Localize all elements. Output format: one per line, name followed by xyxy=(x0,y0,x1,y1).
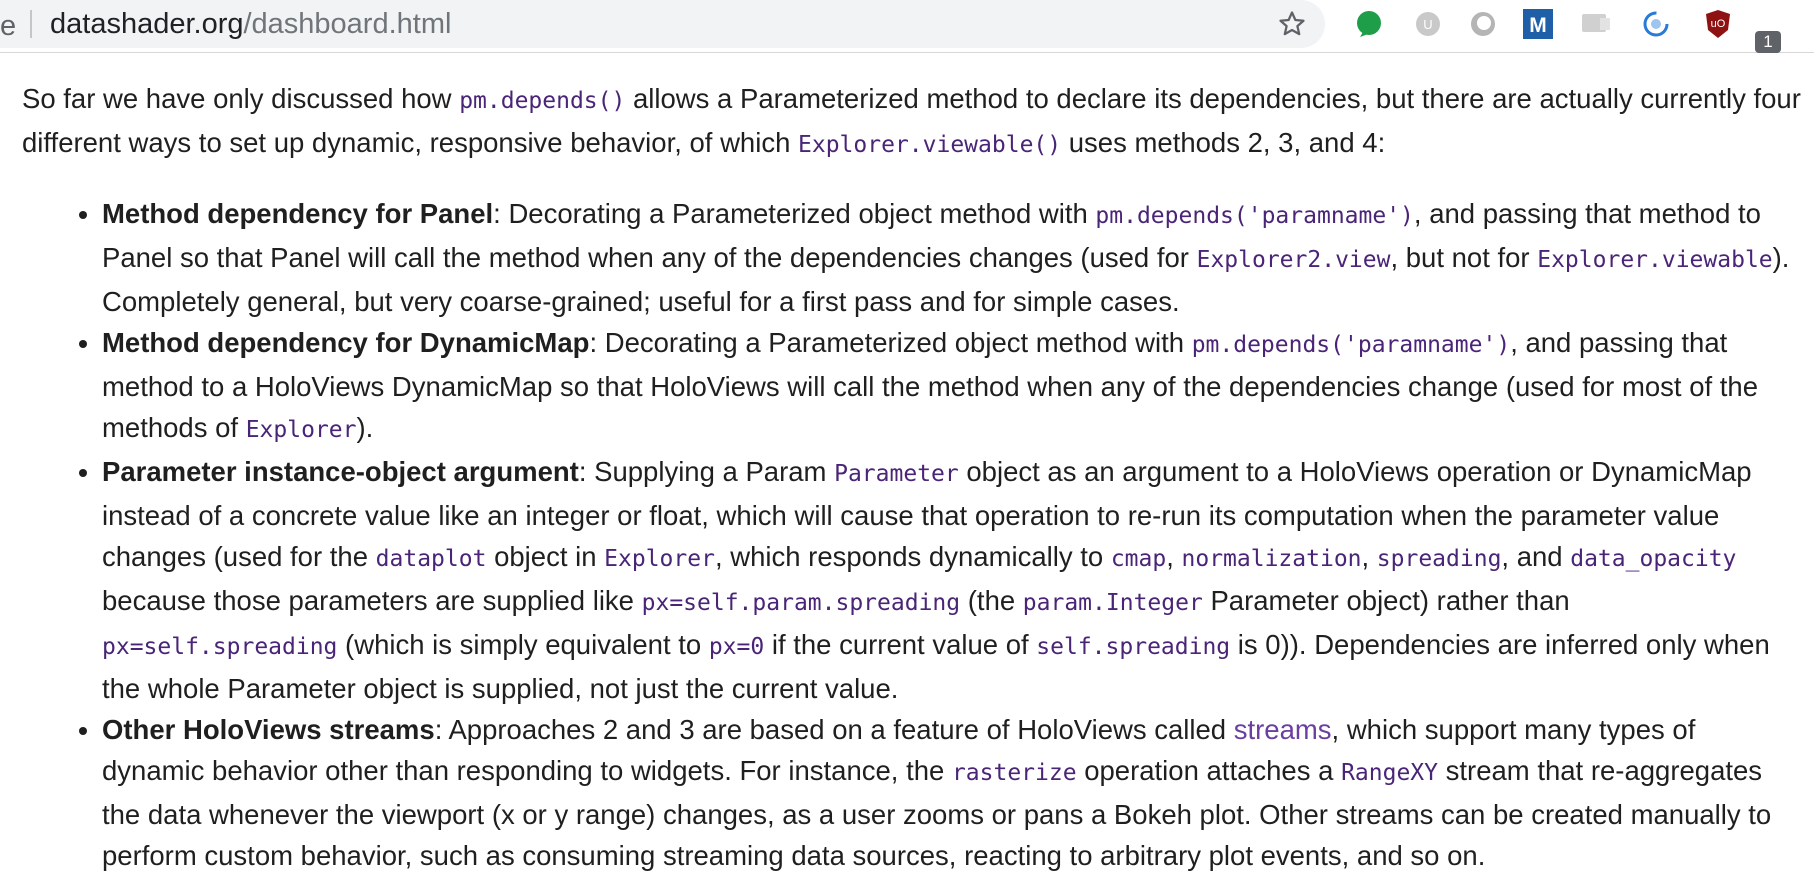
item-text: , which responds dynamically to xyxy=(714,541,1111,572)
item-text: , but not for xyxy=(1390,242,1538,273)
intro-text: allows a Parameterized method to declare its dependencies, but there are actually currently four different ways to set up dynamic, responsive behavior, of which xyxy=(22,83,1801,158)
inline-code: spreading xyxy=(1376,546,1502,572)
inline-code: Explorer2.view xyxy=(1196,247,1391,273)
item-text: object in xyxy=(486,541,605,572)
inline-code: rasterize xyxy=(951,760,1077,786)
item-text: : Supplying a Param xyxy=(578,456,835,487)
streams-link[interactable]: streams xyxy=(1233,714,1332,745)
item-title: Method dependency for Panel xyxy=(102,198,494,229)
item-text: (which is simply equivalent to xyxy=(337,629,709,660)
item-text: object as an argument to a HoloViews operation or DynamicMap instead of a concrete value like an integer or float, which will cause that operation to re-run its computation when the parameter value changes (used for the xyxy=(102,456,1752,572)
inline-code: Explorer xyxy=(604,546,715,572)
inline-code: normalization xyxy=(1181,546,1362,572)
item-text: , and passing that method to a HoloViews DynamicMap so that HoloViews will call the method when any of the dependencies change (used for most of the methods of xyxy=(102,327,1759,443)
blue-refresh-icon[interactable] xyxy=(1638,6,1674,42)
url-path: /dashboard.html xyxy=(243,8,452,40)
inline-code: dataplot xyxy=(375,546,487,572)
svg-text:uO: uO xyxy=(1710,18,1726,30)
inline-code: px=self.spreading xyxy=(102,634,338,660)
inline-code: px=0 xyxy=(708,634,765,660)
item-title: Parameter instance-object argument xyxy=(102,456,579,487)
approaches-list xyxy=(22,193,1802,876)
url-text[interactable] xyxy=(50,7,451,41)
inline-code: self.spreading xyxy=(1036,634,1231,660)
extension-badge-count: 1 xyxy=(1755,31,1781,53)
item-text: stream that re-aggregates the data whenever the viewport (x or y range) changes, as a user zooms or pans a Bokeh plot. Other streams can be created manually to perform custom behavior, such as consuming streaming data sources, reacting to arbitrary plot events, and so on. xyxy=(102,755,1772,871)
omnibox-divider xyxy=(30,10,32,38)
inline-code: px=self.param.spreading xyxy=(641,590,961,616)
intro-text: So far we have only discussed how xyxy=(22,83,460,114)
address-bar[interactable] xyxy=(0,0,1325,48)
item-text: is 0)). Dependencies are inferred only when the whole Parameter object is supplied, not just the current value. xyxy=(102,629,1770,704)
omnibox-leading-text: e xyxy=(0,10,17,42)
item-text: : Decorating a Parameterized object method with xyxy=(493,198,1096,229)
list-item xyxy=(102,451,1802,709)
inline-code: param.Integer xyxy=(1022,590,1203,616)
gray-circle-icon[interactable] xyxy=(1410,6,1446,42)
item-text: Parameter object) rather than xyxy=(1202,585,1570,616)
item-text: , xyxy=(1361,541,1377,572)
gray-ad-icon[interactable] xyxy=(1578,6,1614,42)
bookmark-star-icon[interactable] xyxy=(1272,4,1312,44)
red-shield-icon[interactable] xyxy=(1700,6,1736,42)
intro-text: uses methods 2, 3, and 4: xyxy=(1061,127,1386,158)
m-logo-icon[interactable] xyxy=(1520,6,1556,42)
inline-code: Explorer.viewable() xyxy=(798,132,1062,158)
svg-text:M: M xyxy=(1529,14,1547,37)
inline-code: cmap xyxy=(1110,546,1167,572)
item-text: : Approaches 2 and 3 are based on a feature of HoloViews called xyxy=(434,714,1234,745)
item-text: , which support many types of dynamic behavior other than responding to widgets. For instance, the xyxy=(102,714,1696,786)
item-text: , xyxy=(1166,541,1182,572)
inline-code: Parameter xyxy=(834,461,959,487)
item-title: Other HoloViews streams xyxy=(102,714,435,745)
inline-code: pm.depends('paramname') xyxy=(1095,203,1414,229)
item-text: if the current value of xyxy=(764,629,1037,660)
url-domain: datashader.org xyxy=(50,8,244,40)
item-title: Method dependency for DynamicMap xyxy=(102,327,590,358)
inline-code: RangeXY xyxy=(1341,760,1438,786)
green-speech-bubble-icon[interactable] xyxy=(1351,6,1387,42)
inline-code: pm.depends('paramname') xyxy=(1191,332,1511,358)
list-item xyxy=(102,709,1802,876)
browser-toolbar xyxy=(0,0,1814,53)
item-text: , and xyxy=(1501,541,1571,572)
item-text: : Decorating a Parameterized object method with xyxy=(589,327,1192,358)
list-item xyxy=(102,322,1802,451)
item-text: , and passing that method to Panel so that Panel will call the method when any of the dependencies changes (used for xyxy=(102,198,1761,273)
gray-ring-icon[interactable] xyxy=(1465,6,1501,42)
item-text: operation attaches a xyxy=(1076,755,1342,786)
list-item xyxy=(102,193,1802,322)
item-text: because those parameters are supplied like xyxy=(102,585,642,616)
inline-code: Explorer.viewable xyxy=(1537,247,1773,273)
item-text: ). Completely general, but very coarse-grained; useful for a first pass and for simple cases. xyxy=(102,242,1790,317)
item-text: ). xyxy=(356,412,374,443)
inline-code: Explorer xyxy=(245,417,357,443)
svg-text:U: U xyxy=(1423,17,1433,32)
item-text: (the xyxy=(960,585,1023,616)
intro-paragraph xyxy=(22,78,1802,166)
inline-code: data_opacity xyxy=(1570,546,1737,572)
page-content xyxy=(22,78,1802,876)
inline-code: pm.depends() xyxy=(459,88,626,114)
